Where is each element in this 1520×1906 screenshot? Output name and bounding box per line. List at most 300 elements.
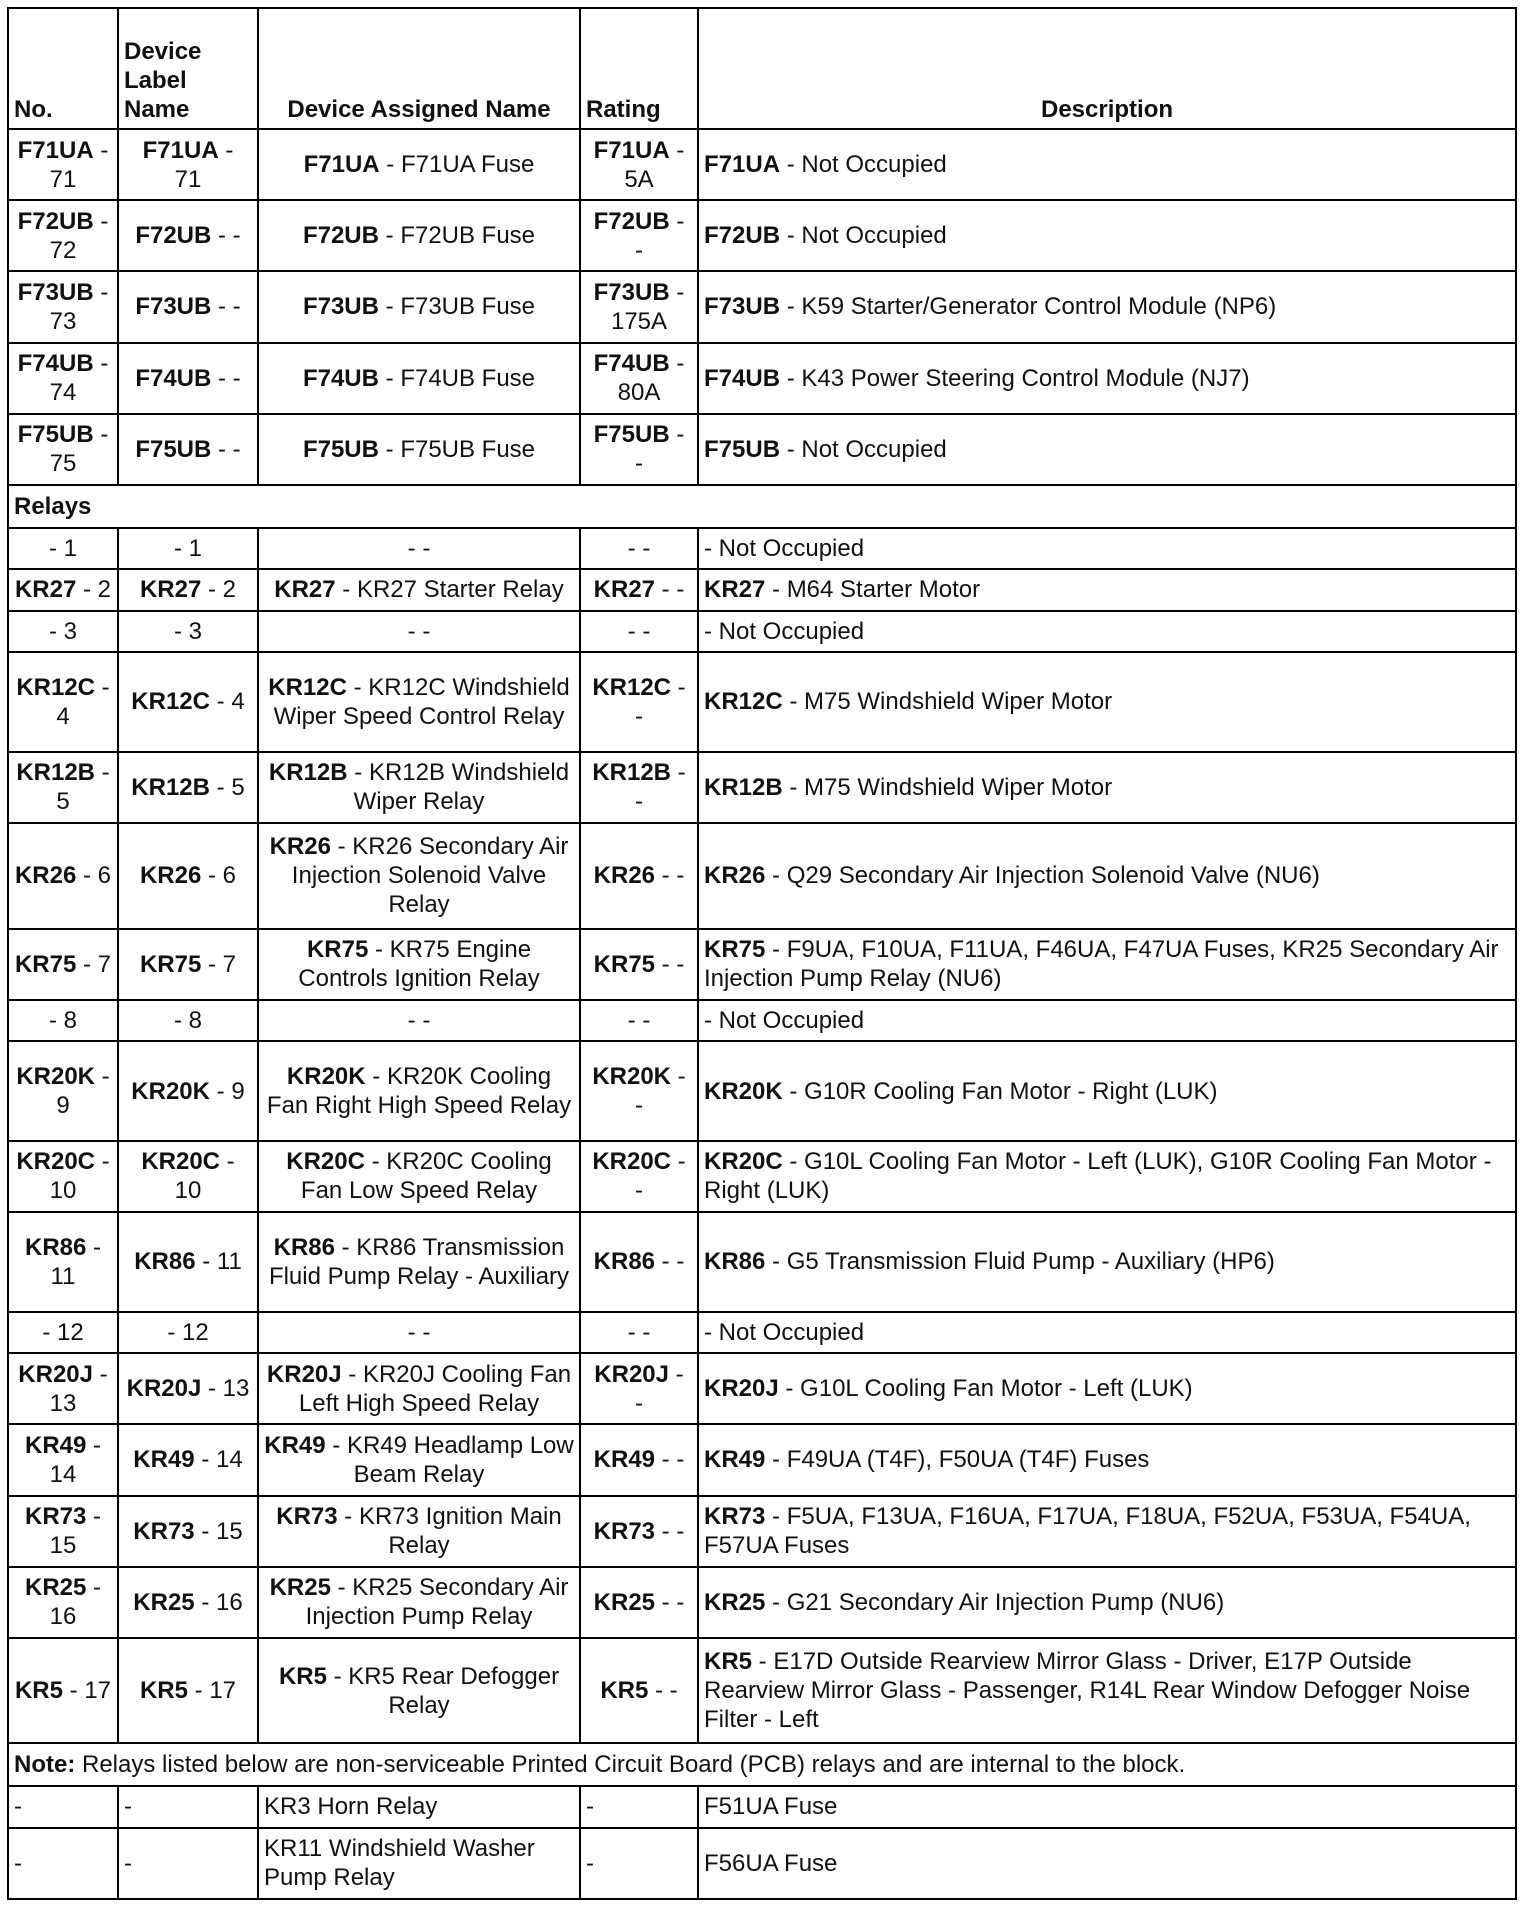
row-rating-suffix: - -	[635, 1148, 686, 1205]
row-assigned-text: - -	[407, 1006, 431, 1034]
row-assigned-id: KR75	[306, 936, 369, 964]
cell-device-assigned-name: KR11 Windshield Washer Pump Relay	[258, 1828, 580, 1899]
row-desc-text: - F5UA, F13UA, F16UA, F17UA, F18UA, F52UA, F53UA, F54UA, F57UA Fuses	[704, 1503, 1471, 1560]
row-label-suffix: - 71	[174, 136, 234, 193]
row-desc-id: KR75	[704, 936, 766, 964]
cell-no	[8, 1353, 118, 1424]
cell-rating	[580, 1212, 698, 1312]
cell-device-assigned-name	[258, 200, 580, 271]
row-no-suffix: - 16	[49, 1574, 102, 1631]
fuse-relay-table	[7, 7, 1517, 1900]
row-rating-suffix: - 80A	[617, 350, 685, 407]
row-label-id: KR75	[139, 950, 202, 978]
row-desc-text: - G10L Cooling Fan Motor - Left (LUK), G10R Cooling Fan Motor - Right (LUK)	[704, 1148, 1492, 1205]
cell-device-label-name	[118, 129, 258, 200]
row-label-id: KR20J	[126, 1375, 202, 1403]
row-rating-suffix: - -	[635, 1063, 686, 1119]
relay-row	[8, 1141, 1516, 1212]
row-rating-suffix: - -	[648, 1677, 678, 1705]
row-label-suffix: - 15	[194, 1517, 243, 1545]
cell-device-assigned-name: KR3 Horn Relay	[258, 1786, 580, 1828]
cell-no	[8, 823, 118, 929]
cell-rating	[580, 823, 698, 929]
row-no-id: KR20C	[16, 1148, 96, 1176]
row-assigned-id: KR26	[269, 833, 331, 861]
row-no-id: F71UA	[17, 136, 94, 164]
cell-no	[8, 1312, 118, 1354]
row-desc-id: KR20K	[704, 1077, 783, 1105]
cell-description	[698, 1312, 1516, 1354]
cell-device-label-name	[118, 1638, 258, 1744]
row-rating-id: KR20C	[592, 1148, 672, 1176]
row-no-id: KR27	[14, 576, 77, 604]
note-text: Relays listed below are non-serviceable Printed Circuit Board (PCB) relays and are internal to the block.	[75, 1751, 1186, 1779]
row-assigned-id: KR12C	[268, 673, 347, 701]
cell-device-label-name	[118, 929, 258, 1000]
cell-no	[8, 343, 118, 414]
cell-rating	[580, 1312, 698, 1354]
row-rating-id: KR73	[593, 1517, 656, 1545]
row-no-suffix: - 11	[50, 1233, 102, 1290]
row-rating-id: KR5	[600, 1677, 649, 1705]
row-rating-suffix: - -	[627, 617, 651, 645]
cell-description	[698, 652, 1516, 752]
row-rating-id: F73UB	[593, 278, 670, 306]
note-cell	[8, 1743, 1516, 1786]
cell-no	[8, 569, 118, 611]
row-assigned-text: - KR86 Transmission Fluid Pump Relay - Auxiliary	[268, 1233, 570, 1290]
row-assigned-text: - KR49 Headlamp Low Beam Relay	[325, 1431, 574, 1488]
row-label-suffix: - 13	[201, 1375, 250, 1403]
cell-rating	[580, 271, 698, 342]
row-assigned-text: - KR25 Secondary Air Injection Pump Relay	[305, 1574, 569, 1631]
cell-description	[698, 611, 1516, 653]
cell-device-label-name	[118, 752, 258, 823]
row-label-id: KR49	[133, 1446, 195, 1474]
row-desc-text: - M75 Windshield Wiper Motor	[782, 773, 1113, 801]
row-label-suffix: - 12	[167, 1318, 209, 1346]
row-rating-id: KR86	[593, 1248, 656, 1276]
fuse-row	[8, 200, 1516, 271]
row-desc-id: KR73	[704, 1503, 766, 1531]
row-desc-text: - G10R Cooling Fan Motor - Right (LUK)	[782, 1077, 1218, 1105]
cell-no	[8, 929, 118, 1000]
row-assigned-id: KR25	[269, 1574, 331, 1602]
row-assigned-text: - KR73 Ignition Main Relay	[337, 1503, 562, 1560]
row-label-suffix: - -	[211, 222, 241, 250]
cell-rating	[580, 1353, 698, 1424]
fuse-row	[8, 129, 1516, 200]
cell-device-assigned-name	[258, 652, 580, 752]
fuse-row	[8, 414, 1516, 485]
row-rating-suffix: - -	[655, 1446, 685, 1474]
cell-rating: -	[580, 1828, 698, 1899]
row-no-id: KR20J	[18, 1360, 94, 1388]
row-rating-id: KR27	[593, 576, 656, 604]
cell-device-assigned-name	[258, 1638, 580, 1744]
row-no-suffix: - 3	[48, 617, 77, 645]
cell-description	[698, 1041, 1516, 1141]
row-assigned-id: KR20C	[286, 1148, 365, 1176]
row-desc-text: - Not Occupied	[704, 1318, 865, 1346]
cell-device-label-name	[118, 528, 258, 570]
relay-row	[8, 528, 1516, 570]
row-assigned-text: - -	[407, 534, 431, 562]
fuse-row	[8, 343, 1516, 414]
row-desc-text: - K59 Starter/Generator Control Module (NP6)	[780, 293, 1277, 321]
cell-no	[8, 1000, 118, 1042]
row-no-suffix: - 75	[49, 421, 109, 478]
cell-rating	[580, 414, 698, 485]
cell-no	[8, 1041, 118, 1141]
row-rating-id: F75UB	[593, 421, 670, 449]
row-label-id: KR73	[133, 1517, 195, 1545]
row-rating-suffix: - -	[655, 862, 685, 890]
row-no-id: KR25	[24, 1574, 87, 1602]
row-label-suffix: - -	[211, 293, 241, 321]
relay-row	[8, 652, 1516, 752]
row-desc-id: KR12B	[704, 773, 783, 801]
cell-description	[698, 823, 1516, 929]
row-label-suffix: - 17	[187, 1677, 237, 1705]
row-label-id: KR12C	[131, 688, 210, 716]
row-label-id: KR20C	[141, 1148, 221, 1176]
row-no-suffix: - 14	[49, 1431, 102, 1488]
row-no-id: F72UB	[17, 207, 94, 235]
row-assigned-id: KR20J	[266, 1360, 342, 1388]
row-no-suffix: - 12	[42, 1318, 84, 1346]
cell-description	[698, 1000, 1516, 1042]
row-label-suffix: - 11	[195, 1248, 242, 1276]
row-no-id: F73UB	[17, 278, 94, 306]
row-assigned-text: - KR5 Rear Defogger Relay	[326, 1662, 560, 1719]
cell-device-label-name	[118, 569, 258, 611]
cell-device-assigned-name	[258, 823, 580, 929]
row-no-id: KR86	[24, 1233, 87, 1261]
row-rating-id: KR26	[593, 862, 656, 890]
relay-row	[8, 929, 1516, 1000]
row-desc-text: - F9UA, F10UA, F11UA, F46UA, F47UA Fuses, KR25 Secondary Air Injection Pump Relay (NU6)	[704, 936, 1499, 993]
cell-device-label-name: -	[118, 1828, 258, 1899]
relay-row	[8, 1496, 1516, 1567]
row-no-suffix: - 6	[76, 862, 112, 890]
row-no-suffix: - 74	[49, 350, 109, 407]
row-desc-id: F73UB	[704, 293, 781, 321]
cell-device-assigned-name	[258, 129, 580, 200]
row-no-suffix: - 5	[56, 759, 110, 816]
row-rating-suffix: - -	[635, 1360, 684, 1417]
cell-description	[698, 129, 1516, 200]
row-assigned-id: KR86	[273, 1233, 335, 1261]
row-label-id: F73UB	[135, 293, 212, 321]
row-no-suffix: - 7	[76, 950, 112, 978]
cell-no	[8, 1567, 118, 1638]
cell-rating	[580, 569, 698, 611]
cell-description	[698, 271, 1516, 342]
row-label-suffix: - -	[211, 435, 241, 463]
row-label-suffix: - 1	[173, 534, 202, 562]
row-assigned-id: KR27	[274, 576, 336, 604]
relays-section-label: Relays	[8, 485, 1516, 528]
cell-device-assigned-name	[258, 1312, 580, 1354]
cell-device-assigned-name	[258, 752, 580, 823]
row-assigned-id: KR5	[278, 1662, 327, 1690]
row-label-suffix: - 7	[201, 950, 237, 978]
row-no-id: F74UB	[17, 350, 94, 378]
cell-device-assigned-name	[258, 1041, 580, 1141]
row-rating-suffix: - -	[627, 1318, 651, 1346]
cell-device-assigned-name	[258, 569, 580, 611]
row-desc-id: KR12C	[704, 688, 783, 716]
row-rating-suffix: - -	[655, 1588, 685, 1616]
row-label-suffix: - 5	[210, 773, 245, 801]
row-assigned-id: F72UB	[302, 222, 379, 250]
row-desc-id: F74UB	[704, 364, 781, 392]
row-label-id: F74UB	[135, 364, 212, 392]
cell-device-label-name	[118, 652, 258, 752]
note-row	[8, 1743, 1516, 1786]
cell-device-label-name	[118, 611, 258, 653]
relay-row	[8, 1424, 1516, 1495]
cell-device-assigned-name	[258, 929, 580, 1000]
cell-device-label-name	[118, 1496, 258, 1567]
header-device-label-name: Device Label Name	[118, 8, 258, 129]
cell-no	[8, 1424, 118, 1495]
row-rating-id: KR20K	[592, 1063, 672, 1090]
row-rating-suffix: - 175A	[610, 278, 685, 335]
row-rating-id: KR75	[593, 950, 656, 978]
row-label-suffix: - 2	[201, 576, 237, 604]
row-desc-text: - G5 Transmission Fluid Pump - Auxiliary (HP6)	[765, 1248, 1275, 1276]
row-rating-suffix: - -	[635, 759, 686, 816]
cell-description: F56UA Fuse	[698, 1828, 1516, 1899]
cell-rating	[580, 1638, 698, 1744]
cell-device-label-name	[118, 271, 258, 342]
row-rating-suffix: - 5A	[624, 136, 685, 193]
row-assigned-text: - F72UB Fuse	[378, 222, 536, 250]
row-no-suffix: - 8	[48, 1006, 77, 1034]
row-no-suffix: - 17	[62, 1677, 112, 1705]
row-no-id: KR49	[24, 1431, 87, 1459]
cell-device-assigned-name	[258, 271, 580, 342]
row-desc-id: KR20J	[704, 1375, 779, 1403]
cell-description	[698, 1141, 1516, 1212]
row-no-id: KR12B	[16, 759, 96, 787]
row-desc-text: - G10L Cooling Fan Motor - Left (LUK)	[778, 1375, 1193, 1403]
row-assigned-text: - KR20J Cooling Fan Left High Speed Relay	[298, 1360, 572, 1417]
row-label-suffix: - -	[211, 364, 241, 392]
row-label-id: F71UA	[142, 136, 219, 164]
row-rating-suffix: - -	[635, 673, 686, 730]
cell-rating	[580, 343, 698, 414]
row-no-suffix: - 1	[48, 534, 77, 562]
row-desc-text: - Not Occupied	[704, 1006, 865, 1034]
cell-device-assigned-name	[258, 528, 580, 570]
row-rating-id: KR12B	[592, 759, 672, 787]
row-assigned-text: - KR27 Starter Relay	[335, 576, 564, 604]
row-no-id: KR73	[24, 1503, 87, 1531]
row-label-id: KR12B	[131, 773, 210, 801]
cell-device-label-name	[118, 414, 258, 485]
header-rating: Rating	[580, 8, 698, 129]
row-assigned-text: - F75UB Fuse	[378, 435, 536, 463]
cell-device-assigned-name	[258, 1212, 580, 1312]
relay-row	[8, 823, 1516, 929]
cell-device-assigned-name	[258, 611, 580, 653]
row-desc-id: F75UB	[704, 435, 781, 463]
cell-no: -	[8, 1828, 118, 1899]
cell-device-assigned-name	[258, 1000, 580, 1042]
relay-row	[8, 1000, 1516, 1042]
row-no-id: KR12C	[16, 673, 96, 701]
row-no-suffix: - 4	[56, 673, 110, 730]
row-desc-id: KR20C	[704, 1148, 783, 1176]
row-assigned-id: F74UB	[302, 364, 379, 392]
cell-device-label-name: -	[118, 1786, 258, 1828]
header-no: No.	[8, 8, 118, 129]
row-desc-text: - K43 Power Steering Control Module (NJ7)	[780, 364, 1250, 392]
row-no-suffix: - 15	[49, 1503, 102, 1560]
row-label-suffix: - 4	[210, 688, 245, 716]
row-label-suffix: - 9	[210, 1077, 245, 1105]
cell-description	[698, 752, 1516, 823]
row-no-id: KR26	[14, 862, 77, 890]
row-desc-text: - Not Occupied	[780, 435, 947, 463]
cell-no	[8, 752, 118, 823]
cell-device-assigned-name	[258, 1353, 580, 1424]
pcb-relay-row	[8, 1828, 1516, 1899]
row-desc-id: KR26	[704, 862, 766, 890]
row-label-id: KR20K	[131, 1077, 210, 1105]
cell-no	[8, 1638, 118, 1744]
cell-description	[698, 1424, 1516, 1495]
row-assigned-text: - KR75 Engine Controls Ignition Relay	[298, 936, 540, 993]
row-no-suffix: - 71	[49, 136, 109, 193]
row-assigned-id: KR73	[276, 1503, 338, 1531]
row-desc-text: - Not Occupied	[780, 222, 947, 250]
row-rating-suffix: - -	[655, 1517, 685, 1545]
row-rating-id: KR12C	[592, 673, 672, 701]
cell-device-label-name	[118, 1212, 258, 1312]
row-no-suffix: - 9	[56, 1063, 110, 1119]
cell-device-assigned-name	[258, 343, 580, 414]
cell-device-assigned-name	[258, 1424, 580, 1495]
row-label-id: F75UB	[135, 435, 212, 463]
row-rating-suffix: - -	[635, 421, 685, 478]
relay-row	[8, 611, 1516, 653]
row-assigned-text: - KR20K Cooling Fan Right High Speed Relay	[266, 1063, 572, 1119]
row-assigned-id: F75UB	[302, 435, 379, 463]
note-label: Note:	[14, 1751, 76, 1779]
cell-description	[698, 569, 1516, 611]
cell-description	[698, 1638, 1516, 1744]
cell-description	[698, 1212, 1516, 1312]
row-rating-suffix: - -	[627, 534, 651, 562]
row-rating-suffix: - -	[655, 1248, 685, 1276]
row-rating-id: F71UA	[593, 136, 670, 164]
cell-description	[698, 528, 1516, 570]
cell-rating	[580, 1424, 698, 1495]
cell-device-assigned-name	[258, 1141, 580, 1212]
cell-no	[8, 611, 118, 653]
cell-no	[8, 200, 118, 271]
cell-no	[8, 414, 118, 485]
row-desc-id: KR27	[704, 576, 766, 604]
header-row	[8, 8, 1516, 129]
row-desc-text: - M64 Starter Motor	[765, 576, 981, 604]
row-assigned-text: - KR12C Windshield Wiper Speed Control Relay	[273, 673, 570, 730]
row-assigned-id: F71UA	[303, 151, 380, 179]
row-no-suffix: - 72	[49, 207, 109, 264]
row-label-id: KR27	[139, 576, 202, 604]
cell-description: F51UA Fuse	[698, 1786, 1516, 1828]
cell-rating	[580, 129, 698, 200]
row-desc-id: F71UA	[704, 151, 781, 179]
cell-device-label-name	[118, 1141, 258, 1212]
row-desc-text: - G21 Secondary Air Injection Pump (NU6)	[765, 1588, 1225, 1616]
cell-rating	[580, 611, 698, 653]
fuse-row	[8, 271, 1516, 342]
row-rating-suffix: - -	[655, 950, 685, 978]
row-assigned-text: - KR20C Cooling Fan Low Speed Relay	[300, 1148, 552, 1205]
cell-device-label-name	[118, 1567, 258, 1638]
cell-description	[698, 929, 1516, 1000]
row-rating-id: KR25	[593, 1588, 656, 1616]
row-desc-id: KR86	[704, 1248, 766, 1276]
cell-rating	[580, 752, 698, 823]
cell-rating	[580, 1567, 698, 1638]
row-label-suffix: - 10	[174, 1148, 235, 1205]
row-assigned-text: - F74UB Fuse	[378, 364, 536, 392]
cell-no	[8, 1141, 118, 1212]
relay-row	[8, 1212, 1516, 1312]
row-assigned-id: KR12B	[268, 759, 348, 787]
cell-description	[698, 1353, 1516, 1424]
cell-description	[698, 200, 1516, 271]
cell-rating	[580, 929, 698, 1000]
row-label-id: F72UB	[135, 222, 212, 250]
pcb-relay-row	[8, 1786, 1516, 1828]
header-device-assigned-name: Device Assigned Name	[258, 8, 580, 129]
row-label-id: KR26	[139, 862, 202, 890]
header-description: Description	[698, 8, 1516, 129]
row-assigned-text: - -	[407, 617, 431, 645]
row-no-suffix: - 13	[49, 1360, 108, 1417]
cell-no	[8, 1496, 118, 1567]
cell-no	[8, 1212, 118, 1312]
cell-rating: -	[580, 1786, 698, 1828]
relay-row	[8, 569, 1516, 611]
cell-rating	[580, 1141, 698, 1212]
cell-device-label-name	[118, 1000, 258, 1042]
row-rating-id: KR20J	[594, 1360, 670, 1388]
cell-device-assigned-name	[258, 414, 580, 485]
relay-row	[8, 1638, 1516, 1744]
row-desc-text: - E17D Outside Rearview Mirror Glass - Driver, E17P Outside Rearview Mirror Glass - Passenger, R14L Rear Window Defogger Noise Filter - Left	[704, 1648, 1471, 1734]
row-assigned-text: - KR26 Secondary Air Injection Solenoid Valve Relay	[291, 833, 569, 919]
cell-rating	[580, 200, 698, 271]
cell-device-label-name	[118, 1312, 258, 1354]
row-assigned-id: KR20K	[286, 1063, 366, 1090]
cell-rating	[580, 1496, 698, 1567]
cell-rating	[580, 1041, 698, 1141]
cell-description	[698, 343, 1516, 414]
row-desc-id: F72UB	[704, 222, 781, 250]
row-rating-id: F72UB	[593, 207, 670, 235]
row-label-suffix: - 8	[173, 1006, 202, 1034]
cell-no	[8, 652, 118, 752]
row-label-suffix: - 3	[173, 617, 202, 645]
